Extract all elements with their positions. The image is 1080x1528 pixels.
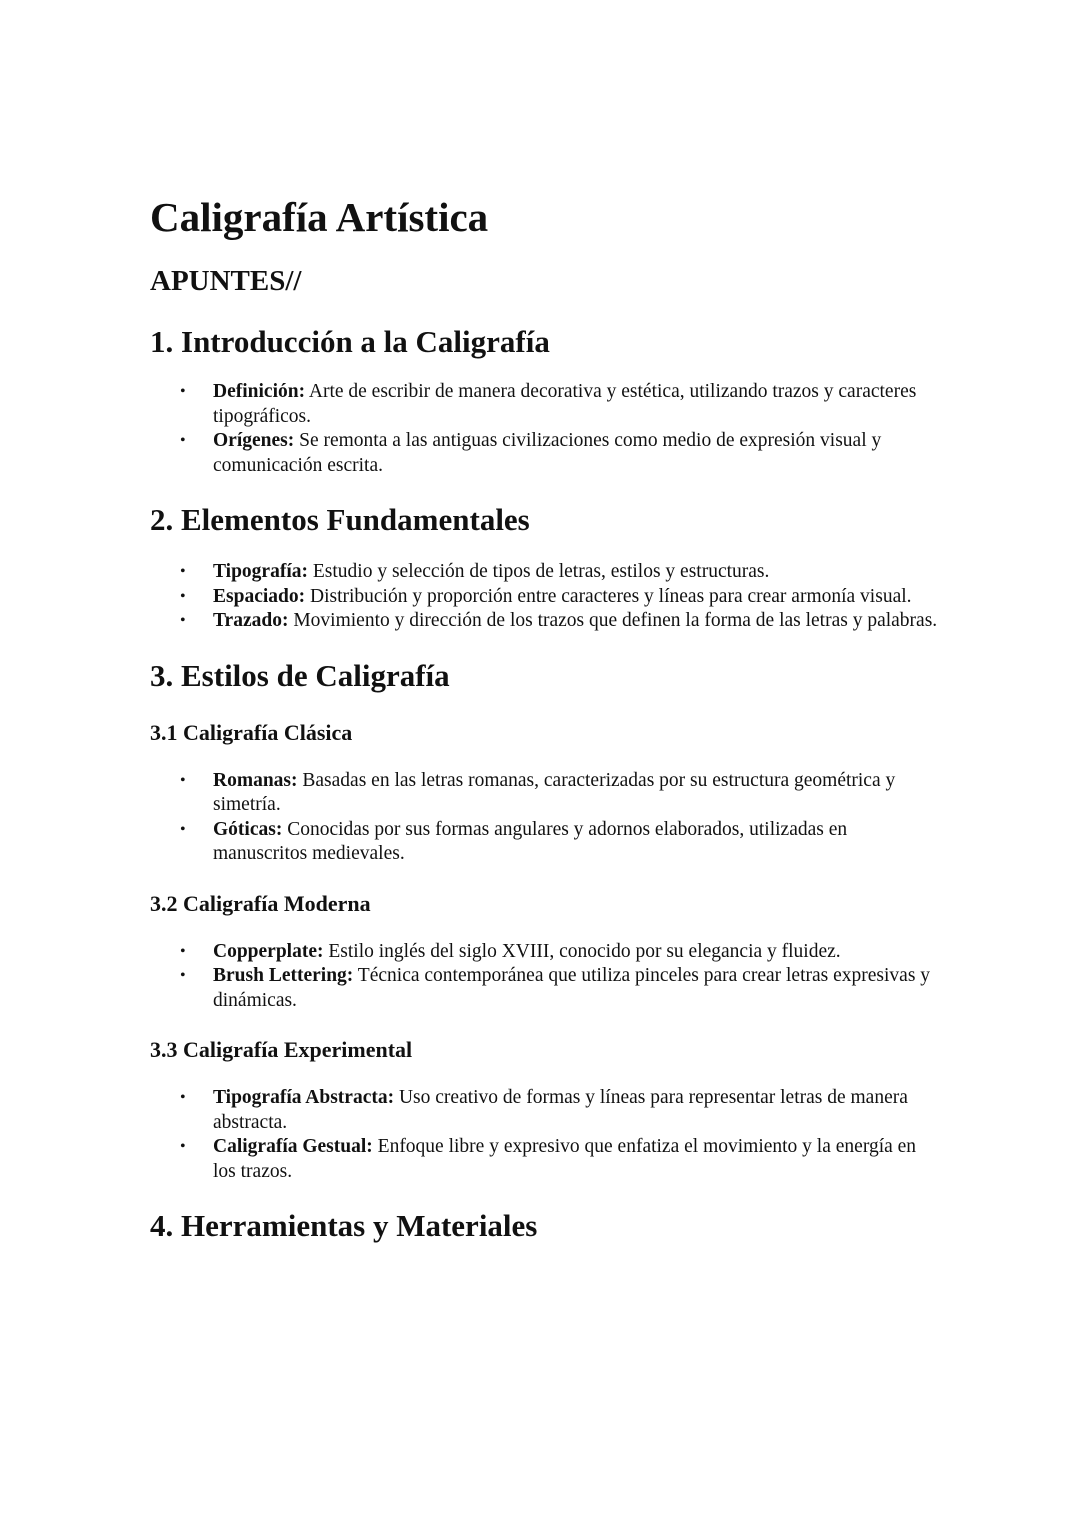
bullet-icon: • <box>180 587 186 605</box>
item-term: Orígenes: <box>213 430 295 451</box>
list-item <box>150 609 940 634</box>
list-item <box>150 1086 940 1135</box>
bullet-icon: • <box>180 383 186 400</box>
item-text: Conocidas por sus formas angulares y adornos elaborados, utilizadas en manuscritos medievales. <box>213 818 848 864</box>
list-item <box>150 769 940 818</box>
bullet-icon: • <box>180 771 186 789</box>
item-text: Se remonta a las antiguas civilizaciones como medio de expresión visual y comunicación escrita. <box>213 430 882 476</box>
list-item <box>150 585 940 610</box>
item-term: Caligrafía Gestual: <box>213 1136 373 1157</box>
bullet-list <box>150 769 940 867</box>
list-item <box>150 818 940 867</box>
bullet-icon: • <box>180 1089 186 1106</box>
subsection-heading: 3.3 Caligrafía Experimental <box>150 1037 413 1062</box>
item-text: Enfoque libre y expresivo que enfatiza el movimiento y la energía en los trazos. <box>213 1136 917 1182</box>
item-text: Movimiento y dirección de los trazos que definen la forma de las letras y palabras. <box>288 610 938 631</box>
item-text: Arte de escribir de manera decorativa y estética, utilizando trazos y caracteres tipográficos. <box>213 381 917 427</box>
item-term: Definición: <box>213 381 306 402</box>
item-text: Uso creativo de formas y líneas para representar letras de manera abstracta. <box>213 1087 908 1133</box>
bullet-list <box>150 560 940 634</box>
item-text: Estilo inglés del siglo XVIII, conocido por su elegancia y fluidez. <box>323 940 841 962</box>
section-heading: 2. Elementos Fundamentales <box>150 502 530 537</box>
bullet-list <box>150 1086 940 1184</box>
bullet-icon: • <box>180 1138 186 1155</box>
item-term: Romanas: <box>213 769 298 791</box>
item-term: Espaciado: <box>213 585 306 607</box>
item-text: Basadas en las letras romanas, caracterizadas por su estructura geométrica y simetría. <box>213 769 896 815</box>
section-heading: 4. Herramientas y Materiales <box>150 1208 538 1243</box>
bullet-icon: • <box>180 967 186 984</box>
item-term: Trazado: <box>213 610 289 631</box>
document-page <box>150 190 940 1246</box>
bullet-list <box>150 380 940 478</box>
list-item <box>150 380 940 429</box>
list-item <box>150 940 940 965</box>
item-term: Tipografía: <box>213 561 308 582</box>
item-term: Tipografía Abstracta: <box>213 1087 395 1108</box>
subsection-heading: 3.1 Caligrafía Clásica <box>150 719 353 745</box>
bullet-list <box>150 940 940 1014</box>
list-item <box>150 429 940 478</box>
list-item <box>150 560 940 585</box>
item-term: Góticas: <box>213 818 283 840</box>
item-term: Copperplate: <box>213 940 324 962</box>
list-item <box>150 964 940 1013</box>
subsection-heading: 3.2 Caligrafía Moderna <box>150 890 371 916</box>
item-text: Distribución y proporción entre caracteres y líneas para crear armonía visual. <box>305 585 912 607</box>
bullet-icon: • <box>180 612 186 629</box>
item-term: Brush Lettering: <box>213 965 354 986</box>
item-text: Estudio y selección de tipos de letras, estilos y estructuras. <box>307 561 770 582</box>
bullet-icon: • <box>180 820 186 838</box>
section-heading: 1. Introducción a la Caligrafía <box>150 324 550 359</box>
section-heading: 3. Estilos de Caligrafía <box>150 657 450 693</box>
document-subtitle: APUNTES// <box>150 265 302 297</box>
item-text: Técnica contemporánea que utiliza pinceles para crear letras expresivas y dinámicas. <box>213 965 931 1011</box>
document-title: Caligrafía Artística <box>150 194 489 240</box>
bullet-icon: • <box>180 942 186 960</box>
list-item <box>150 1135 940 1184</box>
bullet-icon: • <box>180 432 186 449</box>
bullet-icon: • <box>180 563 186 580</box>
